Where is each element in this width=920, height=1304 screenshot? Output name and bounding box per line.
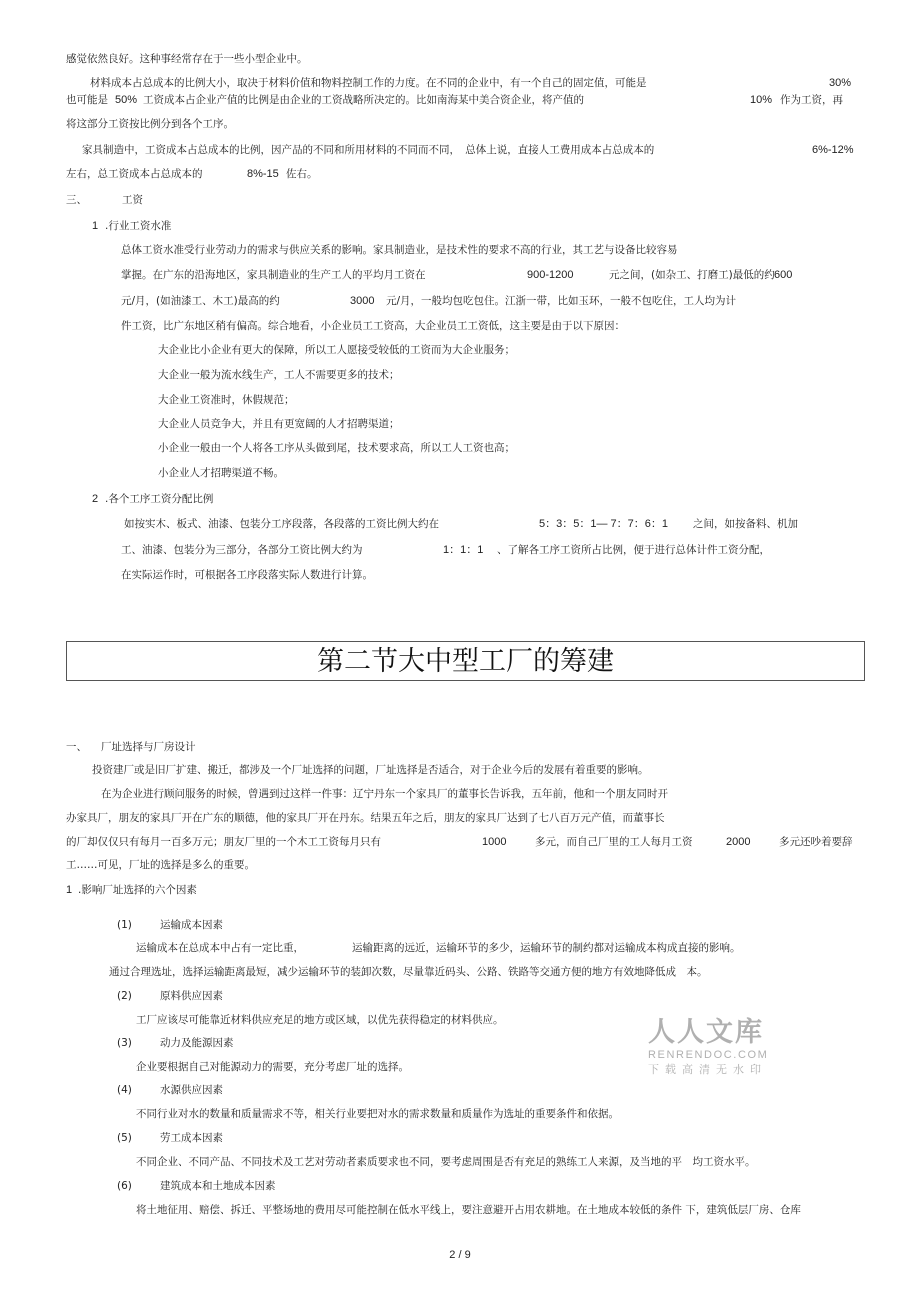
text-line: 佐右。 [286,168,318,180]
text-line: 也可能是 [66,94,108,106]
section-title: 第二节大中型工厂的筹建 [317,646,614,677]
text-line: 掌握。在广东的沿海地区，家具制造业的生产工人的平均月工资在 [121,269,426,281]
text-line: 劳工成本因素 [160,1132,223,1144]
text-line: 建筑成本和土地成本因素 [160,1180,276,1192]
text-line: (3) [117,1037,132,1049]
text-line: 6%-12% [812,144,854,156]
text-line: 家具制造中，工资成本占总成本的比例，因产品的不同和所用材料的不同而不同， 总体上说，直接人工费用成本占总成本的 [82,144,655,156]
text-line: 感觉依然良好。这种事经常存在于一些小型企业中。 [66,53,308,65]
text-line: 600 [774,269,793,281]
text-line: 将这部分工资按比例分到各个工序。 [66,118,234,130]
watermark-url: RENRENDOC.COM [648,1049,769,1061]
text-line: 大企业人员竞争大，并且有更宽阔的人才招聘渠道； [158,418,400,430]
text-line: 一、 [66,741,87,753]
text-line: 材料成本占总成本的比例大小，取决于材料价值和物料控制工作的力度。在不同的企业中，有一个自己的固定值，可能是 [90,77,647,89]
text-line: 大企业一般为流水线生产，工人不需要更多的技术； [158,369,400,381]
watermark-logo [648,1018,774,1078]
text-line: 原料供应因素 [160,990,223,1002]
text-line: 水源供应因素 [160,1084,223,1096]
text-line: 大企业工资准时，休假规范； [158,394,295,406]
text-line: 办家具厂，朋友的家具厂开在广东的顺德，他的家具厂开在丹东。结果五年之后，朋友的家具厂达到了七八百万元产值，而董事长 [66,812,665,824]
text-line: (6) [117,1180,132,1192]
text-line: 不同企业、不同产品、不同技术及工艺对劳动者素质要求也不同，要考虑周围是否有充足的熟练工人来源，及当地的平 均工资水平。 [136,1156,756,1168]
text-line: 工、油漆、包装分为三部分，各部分工资比例大约为 [121,544,363,556]
text-line: 1：1：1 [443,544,484,556]
text-line: 通过合理选址，选择运输距离最短，减少运输环节的装卸次数，尽量靠近码头、公路、铁路等交通方便的地方有效地降低成 本。 [109,966,708,978]
text-line: 左右，总工资成本占总成本的 [66,168,203,180]
text-line: 多元，而自己厂里的工人每月工资 [535,836,693,848]
text-line: (1) [117,919,132,931]
text-line: 元/月，(如油漆工、木工)最高的约 [121,295,280,307]
text-line: 30% [829,77,852,89]
text-line: 三、 [66,194,87,206]
text-line: 作为工资，再 [780,94,843,106]
text-line: 小企业一般由一个人将各工序从头做到尾，技术要求高，所以工人工资也高； [158,442,515,454]
text-line: 厂址选择与厂房设计 [101,741,196,753]
text-line: 工……可见，厂址的选择是多么的重要。 [66,859,255,871]
text-line: 工资成本占企业产值的比例是由企业的工资战略所决定的。比如南海某中美合资企业，将产值的 [143,94,584,106]
text-line: 1 [66,884,73,896]
text-line: .行业工资水准 [105,220,172,232]
text-line: 多元还吵着要辞 [779,836,853,848]
text-line: 大企业比小企业有更大的保障，所以工人愿接受较低的工资而为大企业服务； [158,344,515,356]
text-line: (5) [117,1132,132,1144]
text-line: 动力及能源因素 [160,1037,234,1049]
text-line: 900-1200 [527,269,574,281]
text-line: 将土地征用、赔偿、拆迁、平整场地的费用尽可能控制在低水平线上，要注意避开占用农耕地。在土地成本较低的条件 下，建筑低层厂房、仓库 [136,1204,801,1216]
text-line: 工厂应该尽可能靠近材料供应充足的地方或区域，以优先获得稳定的材料供应。 [136,1014,504,1026]
text-line: 2 [92,493,99,505]
text-line: 10% [750,94,773,106]
text-line: 不同行业对水的数量和质量需求不等，相关行业要把对水的需求数量和质量作为选址的重要条件和依据。 [136,1108,619,1120]
text-line: 在为企业进行顾问服务的时候，曾遇到过这样一件事：辽宁丹东一个家具厂的董事长告诉我，五年前，他和一个朋友同时开 [101,788,668,800]
text-line: 1 [92,220,99,232]
text-line: 在实际运作时，可根据各工序段落实际人数进行计算。 [121,569,373,581]
text-line: 投资建厂或是旧厂扩建、搬迁，都涉及一个厂址选择的问题，厂址选择是否适合，对于企业今后的发展有着重要的影响。 [92,764,649,776]
text-line: 工资 [122,194,143,206]
text-line: (2) [117,990,132,1002]
text-line: 之间，如按备料、机加 [693,518,798,530]
text-line: 如按实木、板式、油漆、包装分工序段落，各段落的工资比例大约在 [124,518,439,530]
text-line: 运输距离的远近，运输环节的多少，运输环节的制约都对运输成本构成直接的影响。 [352,942,741,954]
text-line: 5：3：5：1— 7：7：6：1 [539,518,668,530]
text-line: 、了解各工序工资所占比例，便于进行总体计件工资分配， [497,544,770,556]
text-line: 的厂却仅仅只有每月一百多万元；朋友厂里的一个木工工资每月只有 [66,836,381,848]
text-line: 1000 [482,836,507,848]
text-line: 运输成本因素 [160,919,223,931]
watermark-name: 人人文库 [648,1017,764,1048]
text-line: (4) [117,1084,132,1096]
watermark-tagline: 下载高清无水印 [648,1063,767,1076]
text-line: 2000 [726,836,751,848]
text-line: 企业要根据自己对能源动力的需要，充分考虑厂址的选择。 [136,1061,409,1073]
text-line: 件工资，比广东地区稍有偏高。综合地看，小企业员工工资高，大企业员工工资低，这主要是由于以下原因： [121,320,625,332]
text-line: 8%-15 [247,168,279,180]
text-line: .影响厂址选择的六个因素 [78,884,197,896]
text-line: 运输成本在总成本中占有一定比重， [136,942,304,954]
text-line: 总体工资水准受行业劳动力的需求与供应关系的影响。家具制造业，是技术性的要求不高的行业，其工艺与设备比较容易 [121,244,678,256]
text-line: 元/月，一般均包吃包住。江浙一带，比如玉环，一般不包吃住，工人均为计 [386,295,737,307]
text-line: 3000 [350,295,375,307]
text-line: .各个工序工资分配比例 [105,493,214,505]
page-number: 2 / 9 [449,1249,471,1261]
text-line: 元之间，(如杂工、打磨工)最低的约 [609,269,775,281]
text-line: 50% [115,94,138,106]
text-line: 小企业人才招聘渠道不畅。 [158,467,284,479]
section-title-box [66,641,865,681]
